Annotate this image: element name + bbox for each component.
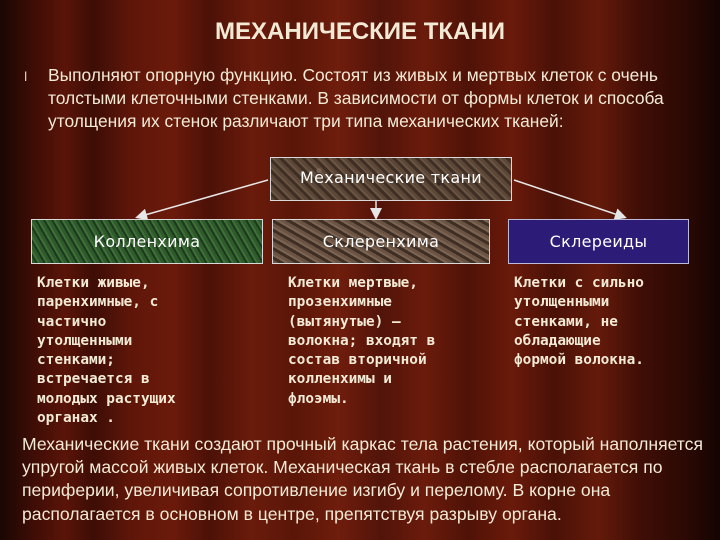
arrow-right (514, 180, 624, 217)
sclereids-description: Клетки с сильно утолщенными стенками, не обладающие формой волокна. (514, 275, 644, 369)
bullet-icon: l (24, 70, 28, 84)
sclerenchyma-description: Клетки мертвые, прозенхимные (вытянутые) – волокна; входят в состав вторичной колленхимы и флоэмы. (288, 275, 436, 407)
node-sclereids: Склереиды (508, 219, 689, 264)
slide-title: МЕХАНИЧЕСКИЕ ТКАНИ (215, 18, 505, 45)
arrow-left (138, 180, 268, 217)
node-sclerenchyma: Склеренхима (272, 219, 490, 264)
intro-text: Выполняют опорную функцию. Состоят из живых и мертвых клеток с очень толстыми клеточными стенками. В зависимости от формы клеток и способа утолщения их стенок различают три типа механических тканей: (48, 65, 664, 131)
root-node-mechanical-tissues: Механические ткани (270, 157, 512, 201)
node-collenchyma: Колленхима (31, 219, 263, 264)
collenchyma-description: Клетки живые, паренхимные, с частично утолщенными стенками; встречается в молодых растущих органах . (37, 275, 176, 427)
conclusion-text: Механические ткани создают прочный каркас тела растения, который наполняется упругой массой живых клеток. Механическая ткань в стебле располагается по периферии, увеличивая сопротивление изгибу и перелому. В корне она располагается в основном в центре, препятствуя разрыву органа. (22, 434, 703, 524)
